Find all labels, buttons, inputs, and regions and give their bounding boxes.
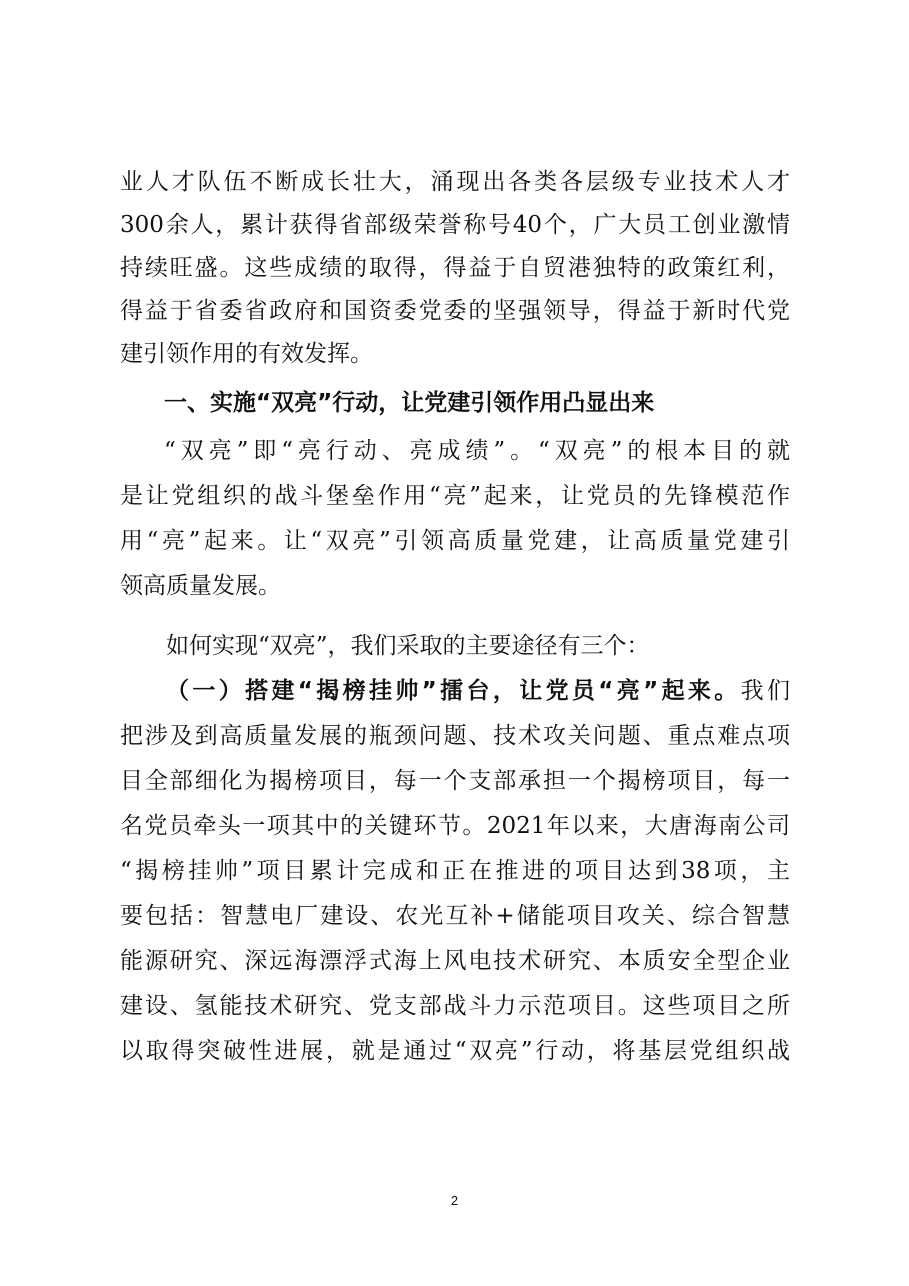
body-line: “双亮”即“亮行动、亮成绩”。“双亮”的根本目的就 [164,438,790,464]
subheading-bold: （一）搭建“揭榜挂帅”擂台，让党员“亮”起来。 [166,678,741,704]
subheading-line [166,676,790,706]
body-line: 如何实现“双亮”，我们采取的主要途径有三个： [166,633,650,659]
body-line: 得益于省委省政府和国资委党委的坚强领导，得益于新时代党 [120,298,790,324]
body-line: 目全部细化为揭榜项目，每一个支部承担一个揭榜项目，每一 [120,768,790,794]
section-heading: 一、实施“双亮”行动，让党建引领作用凸显出来 [164,390,655,416]
body-line: 要包括：智慧电厂建设、农光互补+储能项目攻关、综合智慧 [120,903,790,929]
subheading-rest: 我们 [740,678,790,704]
body-line: 名党员牵头一项其中的关键环节。2021年以来，大唐海南公司 [120,813,790,839]
body-line: 能源研究、深远海漂浮式海上风电技术研究、本质安全型企业 [120,948,790,974]
body-line: 是让党组织的战斗堡垒作用“亮”起来，让党员的先锋模范作 [120,483,790,509]
body-line: 用“亮”起来。让“双亮”引领高质量党建，让高质量党建引 [120,528,790,554]
body-line: “揭榜挂帅”项目累计完成和正在推进的项目达到38项，主 [120,858,790,884]
page-number: 2 [450,1193,459,1208]
body-line: 以取得突破性进展，就是通过“双亮”行动，将基层党组织战 [120,1038,790,1064]
body-line: 把涉及到高质量发展的瓶颈问题、技术攻关问题、重点难点项 [120,723,790,749]
body-line: 建设、氢能技术研究、党支部战斗力示范项目。这些项目之所 [120,993,790,1019]
body-line: 持续旺盛。这些成绩的取得，得益于自贸港独特的政策红利， [120,255,790,281]
body-line: 建引领作用的有效发挥。 [120,341,373,367]
body-line: 业人才队伍不断成长壮大，涌现出各类各层级专业技术人才 [120,169,790,195]
body-line: 300余人，累计获得省部级荣誉称号40个，广大员工创业激情 [120,212,790,238]
body-line: 领高质量发展。 [120,573,281,599]
